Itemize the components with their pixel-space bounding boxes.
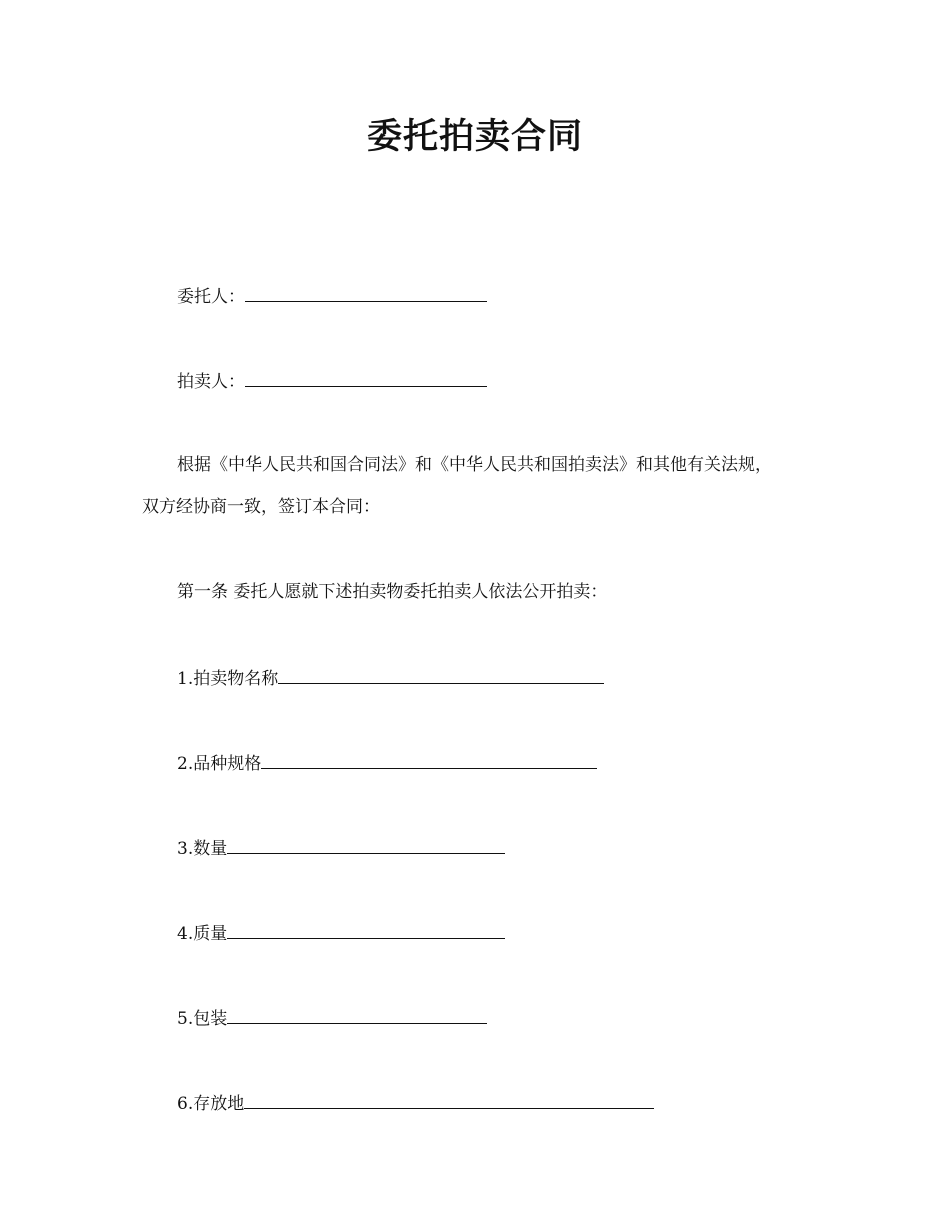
item-quantity-label: 3.数量 — [177, 839, 228, 859]
auctioneer-label: 拍卖人： — [177, 372, 245, 392]
item-spec-field — [177, 749, 597, 777]
item-spec-label: 2.品种规格 — [177, 754, 262, 774]
item-storage-blank[interactable] — [244, 1089, 654, 1109]
auctioneer-blank[interactable] — [245, 367, 487, 387]
auctioneer-field — [177, 367, 487, 395]
item-name-label: 1.拍卖物名称 — [177, 669, 279, 689]
item-storage-label: 6.存放地 — [177, 1094, 245, 1114]
item-packaging-field — [177, 1004, 487, 1032]
article-1-heading: 第一条 委托人愿就下述拍卖物委托拍卖人依法公开拍卖： — [177, 582, 608, 602]
consignor-blank[interactable] — [245, 282, 487, 302]
item-quantity-field — [177, 834, 505, 862]
preamble-line-1: 根据《中华人民共和国合同法》和《中华人民共和国拍卖法》和其他有关法规， — [177, 455, 772, 475]
preamble-line-2: 双方经协商一致，签订本合同： — [142, 497, 380, 517]
consignor-field — [177, 282, 487, 310]
item-quality-field — [177, 919, 505, 947]
item-name-field — [177, 664, 604, 692]
item-packaging-blank[interactable] — [227, 1004, 487, 1024]
item-name-blank[interactable] — [278, 664, 604, 684]
item-spec-blank[interactable] — [261, 749, 597, 769]
item-quality-blank[interactable] — [227, 919, 505, 939]
document-title: 委托拍卖合同 — [366, 117, 583, 157]
item-packaging-label: 5.包装 — [177, 1009, 228, 1029]
item-storage-field — [177, 1089, 654, 1117]
item-quantity-blank[interactable] — [227, 834, 505, 854]
item-quality-label: 4.质量 — [177, 924, 228, 944]
consignor-label: 委托人： — [177, 287, 245, 307]
